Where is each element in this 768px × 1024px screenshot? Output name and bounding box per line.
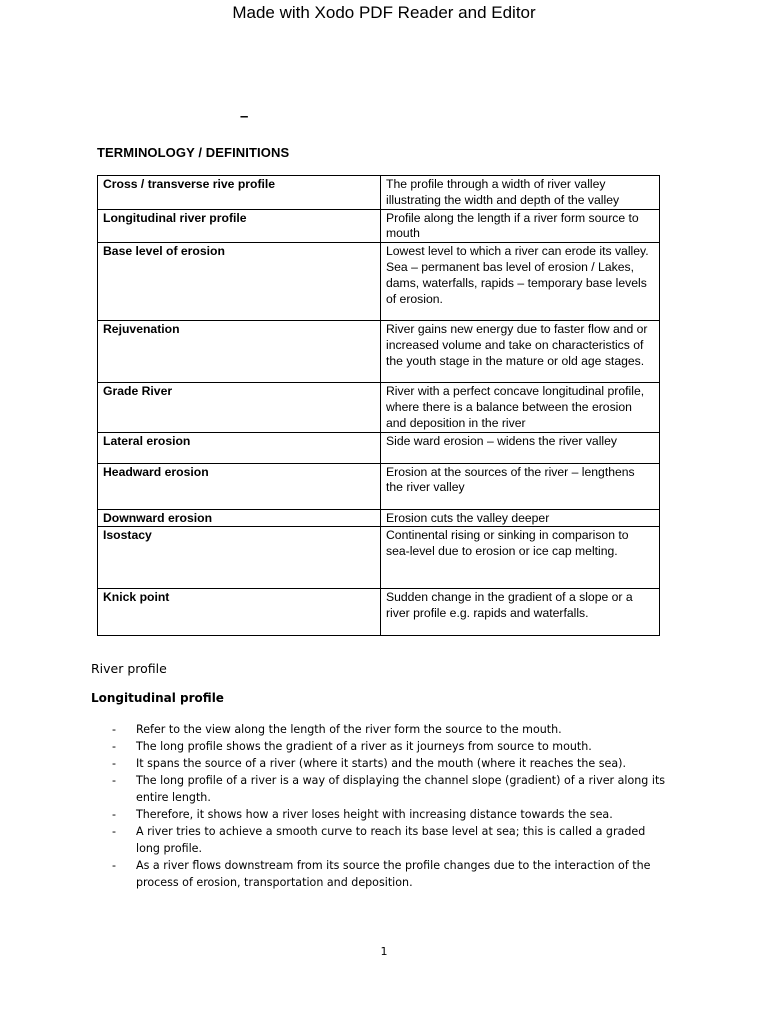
table-row bbox=[98, 243, 660, 321]
table-row bbox=[98, 176, 660, 210]
table-row bbox=[98, 383, 660, 432]
definition-cell: River gains new energy due to faster flow and or increased volume and take on characteristics of the youth stage in the mature or old age stages. bbox=[381, 321, 660, 383]
list-item-text: The long profile shows the gradient of a river as it journeys from source to mouth. bbox=[136, 740, 592, 753]
term-cell: Grade River bbox=[98, 383, 381, 432]
list-item bbox=[112, 823, 672, 857]
definition-cell: Erosion cuts the valley deeper bbox=[381, 509, 660, 527]
list-item bbox=[112, 772, 672, 806]
term-cell: Cross / transverse rive profile bbox=[98, 176, 381, 210]
list-item bbox=[112, 857, 672, 891]
list-item bbox=[112, 806, 672, 823]
term-cell: Rejuvenation bbox=[98, 321, 381, 383]
table-row bbox=[98, 209, 660, 243]
table-row bbox=[98, 527, 660, 589]
term-cell: Headward erosion bbox=[98, 463, 381, 509]
table-row bbox=[98, 589, 660, 636]
definition-cell: River with a perfect concave longitudinal profile, where there is a balance between the erosion and deposition in the river bbox=[381, 383, 660, 432]
bullet-dash: - bbox=[112, 723, 117, 736]
bullet-dash: - bbox=[112, 740, 117, 753]
bullet-dash: - bbox=[112, 757, 117, 770]
term-cell: Downward erosion bbox=[98, 509, 381, 527]
xodo-watermark: Made with Xodo PDF Reader and Editor bbox=[232, 3, 536, 22]
bullet-dash: - bbox=[112, 859, 117, 872]
list-item-text: Therefore, it shows how a river loses height with increasing distance towards the sea. bbox=[136, 808, 613, 821]
definition-cell: The profile through a width of river valley illustrating the width and depth of the valley bbox=[381, 176, 660, 210]
title-dash: – bbox=[240, 108, 249, 125]
terminology-table bbox=[97, 175, 660, 636]
term-cell: Knick point bbox=[98, 589, 381, 636]
definition-cell: Profile along the length if a river form source to mouth bbox=[381, 209, 660, 243]
table-row bbox=[98, 463, 660, 509]
list-item-text: It spans the source of a river (where it starts) and the mouth (where it reaches the sea). bbox=[136, 757, 626, 770]
table-row bbox=[98, 321, 660, 383]
list-item bbox=[112, 721, 672, 738]
definition-cell: Erosion at the sources of the river – lengthens the river valley bbox=[381, 463, 660, 509]
page-number: 1 bbox=[380, 945, 388, 958]
longitudinal-profile-list bbox=[112, 721, 672, 891]
definition-cell: Side ward erosion – widens the river valley bbox=[381, 432, 660, 463]
term-cell: Isostacy bbox=[98, 527, 381, 589]
list-item bbox=[112, 755, 672, 772]
term-cell: Lateral erosion bbox=[98, 432, 381, 463]
list-item-text: The long profile of a river is a way of displaying the channel slope (gradient) of a river along its entire length. bbox=[136, 774, 666, 804]
table-row bbox=[98, 509, 660, 527]
bullet-dash: - bbox=[112, 808, 117, 821]
list-item-text: Refer to the view along the length of the river form the source to the mouth. bbox=[136, 723, 562, 736]
definition-cell: Sudden change in the gradient of a slope or a river profile e.g. rapids and waterfalls. bbox=[381, 589, 660, 636]
definition-cell: Continental rising or sinking in comparison to sea-level due to erosion or ice cap melting. bbox=[381, 527, 660, 589]
list-item bbox=[112, 738, 672, 755]
bullet-dash: - bbox=[112, 774, 117, 787]
terminology-heading: TERMINOLOGY / DEFINITIONS bbox=[97, 145, 290, 160]
river-profile-heading: River profile bbox=[91, 661, 167, 676]
list-item-text: A river tries to achieve a smooth curve to reach its base level at sea; this is called a graded long profile. bbox=[136, 825, 646, 855]
term-cell: Longitudinal river profile bbox=[98, 209, 381, 243]
term-cell: Base level of erosion bbox=[98, 243, 381, 321]
table-row bbox=[98, 432, 660, 463]
bullet-dash: - bbox=[112, 825, 117, 838]
longitudinal-profile-subheading: Longitudinal profile bbox=[91, 691, 224, 705]
definition-cell: Lowest level to which a river can erode its valley. Sea – permanent bas level of erosion / Lakes, dams, waterfalls, rapids – temporary base levels of erosion. bbox=[381, 243, 660, 321]
list-item-text: As a river flows downstream from its source the profile changes due to the interaction of the process of erosion, transportation and deposition. bbox=[136, 859, 651, 889]
